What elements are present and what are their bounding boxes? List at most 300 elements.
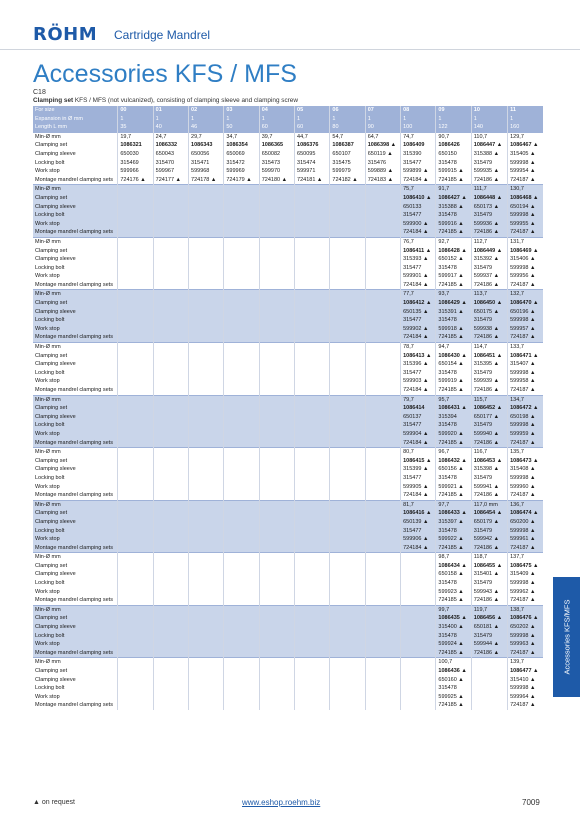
table-cell: 724185 ▲ bbox=[436, 281, 471, 290]
table-cell bbox=[401, 596, 436, 605]
row-label: Montage mandrel clamping sets bbox=[33, 333, 118, 342]
table-cell: 650173 ▲ bbox=[471, 203, 507, 212]
table-cell bbox=[295, 281, 330, 290]
table-cell: 599998 ▲ bbox=[508, 264, 543, 273]
table-cell bbox=[153, 264, 188, 273]
table-cell bbox=[330, 649, 365, 658]
table-row bbox=[33, 474, 543, 483]
table-cell bbox=[330, 632, 365, 641]
table-cell bbox=[224, 701, 259, 710]
table-cell: 1086477 ▲ bbox=[508, 667, 543, 676]
table-cell bbox=[118, 553, 153, 562]
table-cell bbox=[365, 632, 400, 641]
table-row bbox=[33, 439, 543, 448]
table-cell: 724187 ▲ bbox=[508, 596, 543, 605]
table-cell bbox=[189, 255, 224, 264]
table-cell bbox=[365, 281, 400, 290]
table-cell: 1086448 ▲ bbox=[471, 194, 507, 203]
table-cell bbox=[259, 518, 294, 527]
table-cell: 315477 bbox=[401, 211, 436, 220]
row-label: Min-Ø mm bbox=[33, 658, 118, 667]
table-cell bbox=[295, 421, 330, 430]
row-label: Montage mandrel clamping sets bbox=[33, 176, 118, 185]
table-cell bbox=[118, 544, 153, 553]
row-label: Clamping set bbox=[33, 457, 118, 466]
table-cell bbox=[365, 676, 400, 685]
table-cell: 315477 bbox=[401, 159, 436, 168]
table-cell bbox=[295, 500, 330, 509]
table-cell: 650150 bbox=[436, 150, 471, 159]
table-cell bbox=[224, 325, 259, 334]
table-cell bbox=[189, 404, 224, 413]
table-cell bbox=[295, 562, 330, 571]
table-cell bbox=[118, 570, 153, 579]
table-cell bbox=[365, 421, 400, 430]
table-cell bbox=[189, 701, 224, 710]
header-cell: 80 bbox=[330, 123, 365, 132]
table-cell bbox=[471, 676, 507, 685]
table-row bbox=[33, 448, 543, 457]
table-cell: 599899 ▲ bbox=[401, 167, 436, 176]
table-cell bbox=[365, 448, 400, 457]
table-cell bbox=[365, 360, 400, 369]
table-cell bbox=[153, 483, 188, 492]
row-label: Work stop bbox=[33, 483, 118, 492]
table-cell: 114,7 bbox=[471, 343, 507, 352]
row-label: Clamping sleeve bbox=[33, 150, 118, 159]
table-cell bbox=[153, 474, 188, 483]
table-cell bbox=[118, 684, 153, 693]
table-cell: 315405 ▲ bbox=[508, 150, 543, 159]
table-cell bbox=[189, 413, 224, 422]
table-cell bbox=[189, 605, 224, 614]
table-row bbox=[33, 562, 543, 571]
table-cell bbox=[259, 500, 294, 509]
table-cell: 315473 bbox=[259, 159, 294, 168]
table-row bbox=[33, 159, 543, 168]
table-cell bbox=[118, 386, 153, 395]
table-cell bbox=[224, 395, 259, 404]
table-cell: 315394 bbox=[436, 413, 471, 422]
table-cell bbox=[224, 316, 259, 325]
table-cell: 315479 bbox=[471, 579, 507, 588]
table-row bbox=[33, 579, 543, 588]
table-cell: 315477 bbox=[401, 369, 436, 378]
table-cell: 650179 ▲ bbox=[471, 518, 507, 527]
table-row bbox=[33, 203, 543, 212]
table-cell bbox=[224, 203, 259, 212]
table-cell: 315396 ▲ bbox=[401, 360, 436, 369]
row-label: Montage mandrel clamping sets bbox=[33, 491, 118, 500]
table-cell bbox=[153, 281, 188, 290]
table-cell: 315477 bbox=[401, 474, 436, 483]
table-cell bbox=[118, 693, 153, 702]
table-cell bbox=[365, 640, 400, 649]
table-cell bbox=[330, 605, 365, 614]
table-cell bbox=[295, 676, 330, 685]
table-cell: 315392 ▲ bbox=[471, 255, 507, 264]
table-cell bbox=[295, 308, 330, 317]
table-cell bbox=[259, 343, 294, 352]
table-cell: 599964 ▲ bbox=[508, 693, 543, 702]
table-cell bbox=[189, 623, 224, 632]
row-label: Locking bolt bbox=[33, 316, 118, 325]
table-cell: 724184 ▲ bbox=[401, 281, 436, 290]
table-cell: 1086432 ▲ bbox=[436, 457, 471, 466]
table-cell bbox=[295, 649, 330, 658]
table-cell bbox=[118, 185, 153, 194]
table-cell: 650119 ▲ bbox=[365, 150, 400, 159]
table-cell bbox=[118, 255, 153, 264]
table-cell bbox=[330, 684, 365, 693]
table-cell bbox=[365, 237, 400, 246]
table-cell bbox=[153, 316, 188, 325]
table-row bbox=[33, 457, 543, 466]
table-cell bbox=[153, 570, 188, 579]
table-cell bbox=[330, 614, 365, 623]
table-cell bbox=[118, 439, 153, 448]
row-label: Min-Ø mm bbox=[33, 500, 118, 509]
table-cell: 137,7 bbox=[508, 553, 543, 562]
header-cell: 02 bbox=[189, 106, 224, 115]
table-cell bbox=[330, 544, 365, 553]
row-label: Clamping set bbox=[33, 247, 118, 256]
table-cell bbox=[295, 588, 330, 597]
table-cell bbox=[365, 500, 400, 509]
table-cell bbox=[224, 491, 259, 500]
table-cell bbox=[118, 308, 153, 317]
table-cell bbox=[259, 667, 294, 676]
table-cell: 315472 bbox=[224, 159, 259, 168]
table-cell: 724187 ▲ bbox=[508, 386, 543, 395]
table-cell bbox=[224, 369, 259, 378]
table-cell: 599998 ▲ bbox=[508, 684, 543, 693]
table-cell: 130,7 bbox=[508, 185, 543, 194]
table-cell: 599998 ▲ bbox=[508, 211, 543, 220]
table-row bbox=[33, 360, 543, 369]
table-cell: 1086435 ▲ bbox=[436, 614, 471, 623]
table-cell: 92,7 bbox=[436, 237, 471, 246]
table-row bbox=[33, 141, 543, 150]
row-label: Clamping sleeve bbox=[33, 203, 118, 212]
row-label: Work stop bbox=[33, 167, 118, 176]
table-cell bbox=[295, 255, 330, 264]
table-cell: 1086456 ▲ bbox=[471, 614, 507, 623]
table-cell bbox=[259, 588, 294, 597]
table-cell bbox=[189, 377, 224, 386]
table-cell: 650202 ▲ bbox=[508, 623, 543, 632]
table-cell bbox=[189, 483, 224, 492]
table-cell bbox=[153, 255, 188, 264]
table-cell: 97,7 bbox=[436, 500, 471, 509]
table-row bbox=[33, 395, 543, 404]
table-cell: 599938 ▲ bbox=[471, 325, 507, 334]
table-cell: 599957 ▲ bbox=[508, 325, 543, 334]
table-cell bbox=[259, 281, 294, 290]
table-cell bbox=[224, 483, 259, 492]
table-cell: 1086470 ▲ bbox=[508, 299, 543, 308]
table-cell bbox=[189, 299, 224, 308]
table-cell bbox=[330, 290, 365, 299]
table-cell bbox=[189, 684, 224, 693]
table-cell bbox=[365, 579, 400, 588]
table-cell: 599966 bbox=[118, 167, 153, 176]
table-cell: 724186 ▲ bbox=[471, 439, 507, 448]
table-cell bbox=[295, 333, 330, 342]
table-cell: 77,7 bbox=[401, 290, 436, 299]
table-cell bbox=[295, 535, 330, 544]
table-row bbox=[33, 658, 543, 667]
table-cell bbox=[189, 325, 224, 334]
table-cell bbox=[224, 343, 259, 352]
table-cell bbox=[153, 588, 188, 597]
table-cell: 724185 ▲ bbox=[436, 176, 471, 185]
table-cell bbox=[295, 247, 330, 256]
table-cell bbox=[295, 395, 330, 404]
table-cell bbox=[259, 509, 294, 518]
table-cell bbox=[224, 632, 259, 641]
table-cell: 599922 ▲ bbox=[436, 535, 471, 544]
table-cell bbox=[118, 605, 153, 614]
table-cell bbox=[118, 676, 153, 685]
table-cell bbox=[365, 325, 400, 334]
table-cell bbox=[365, 623, 400, 632]
table-cell bbox=[118, 658, 153, 667]
table-cell: 315479 bbox=[471, 264, 507, 273]
table-cell: 1086449 ▲ bbox=[471, 247, 507, 256]
table-cell bbox=[401, 562, 436, 571]
table-cell bbox=[224, 623, 259, 632]
table-cell bbox=[365, 457, 400, 466]
table-cell bbox=[365, 535, 400, 544]
header-label: Length L mm bbox=[33, 123, 118, 132]
table-cell: 1086467 ▲ bbox=[508, 141, 543, 150]
table-cell: 1086411 ▲ bbox=[401, 247, 436, 256]
table-cell bbox=[365, 491, 400, 500]
table-row bbox=[33, 676, 543, 685]
table-cell bbox=[259, 290, 294, 299]
header-cell: 46 bbox=[189, 123, 224, 132]
table-cell bbox=[118, 413, 153, 422]
table-cell: 650152 ▲ bbox=[436, 255, 471, 264]
table-cell: 1086471 ▲ bbox=[508, 352, 543, 361]
row-label: Min-Ø mm bbox=[33, 132, 118, 141]
table-cell bbox=[224, 228, 259, 237]
table-cell: 1086332 bbox=[153, 141, 188, 150]
table-cell bbox=[330, 377, 365, 386]
table-cell bbox=[189, 448, 224, 457]
table-cell bbox=[153, 535, 188, 544]
table-cell bbox=[189, 535, 224, 544]
table-cell bbox=[224, 553, 259, 562]
table-row bbox=[33, 413, 543, 422]
table-cell: 99,7 bbox=[436, 605, 471, 614]
table-cell bbox=[189, 439, 224, 448]
table-cell bbox=[259, 684, 294, 693]
footer-note: ▲ on request bbox=[33, 799, 75, 806]
table-cell bbox=[295, 509, 330, 518]
table-cell bbox=[259, 439, 294, 448]
table-cell: 724186 ▲ bbox=[471, 176, 507, 185]
table-cell bbox=[330, 518, 365, 527]
row-label: Montage mandrel clamping sets bbox=[33, 386, 118, 395]
table-cell: 133,7 bbox=[508, 343, 543, 352]
table-row bbox=[33, 632, 543, 641]
table-cell: 74,7 bbox=[401, 132, 436, 141]
table-cell: 94,7 bbox=[436, 343, 471, 352]
table-cell: 96,7 bbox=[436, 448, 471, 457]
table-cell bbox=[330, 369, 365, 378]
table-cell bbox=[365, 544, 400, 553]
table-cell bbox=[153, 272, 188, 281]
table-cell bbox=[330, 264, 365, 273]
table-cell: 599940 ▲ bbox=[471, 430, 507, 439]
table-cell bbox=[365, 439, 400, 448]
table-cell bbox=[471, 684, 507, 693]
table-row bbox=[33, 255, 543, 264]
footer-link[interactable]: www.eshop.roehm.biz bbox=[242, 798, 321, 807]
table-cell bbox=[330, 693, 365, 702]
table-cell bbox=[189, 386, 224, 395]
table-cell bbox=[259, 544, 294, 553]
table-cell bbox=[259, 614, 294, 623]
table-row bbox=[33, 237, 543, 246]
table-cell bbox=[365, 596, 400, 605]
row-label: Work stop bbox=[33, 640, 118, 649]
table-cell: 39,7 bbox=[259, 132, 294, 141]
table-cell bbox=[365, 211, 400, 220]
table-cell bbox=[118, 395, 153, 404]
table-cell bbox=[295, 343, 330, 352]
header-cell: 35 bbox=[118, 123, 153, 132]
table-cell: 650158 ▲ bbox=[436, 570, 471, 579]
table-cell: 115,7 bbox=[471, 395, 507, 404]
table-cell bbox=[153, 421, 188, 430]
table-cell bbox=[295, 413, 330, 422]
table-cell bbox=[118, 623, 153, 632]
table-cell bbox=[118, 316, 153, 325]
table-cell: 1086431 ▲ bbox=[436, 404, 471, 413]
table-row bbox=[33, 693, 543, 702]
table-cell bbox=[330, 448, 365, 457]
table-cell bbox=[224, 377, 259, 386]
table-cell bbox=[189, 430, 224, 439]
table-cell: 599998 ▲ bbox=[508, 421, 543, 430]
table-cell bbox=[224, 333, 259, 342]
table-cell bbox=[153, 605, 188, 614]
table-row bbox=[33, 333, 543, 342]
table-cell bbox=[189, 421, 224, 430]
table-cell bbox=[153, 343, 188, 352]
table-cell bbox=[295, 693, 330, 702]
table-cell: 724187 ▲ bbox=[508, 544, 543, 553]
table-cell bbox=[295, 352, 330, 361]
row-label: Work stop bbox=[33, 430, 118, 439]
table-cell: 599963 ▲ bbox=[508, 640, 543, 649]
table-cell bbox=[401, 667, 436, 676]
table-cell: 315469 bbox=[118, 159, 153, 168]
table-cell bbox=[365, 693, 400, 702]
table-cell bbox=[295, 527, 330, 536]
table-cell bbox=[189, 228, 224, 237]
table-cell bbox=[259, 640, 294, 649]
table-cell: 315479 bbox=[471, 159, 507, 168]
table-cell: 724184 ▲ bbox=[401, 176, 436, 185]
table-row bbox=[33, 211, 543, 220]
row-label: Min-Ø mm bbox=[33, 553, 118, 562]
table-cell bbox=[224, 596, 259, 605]
side-tab[interactable] bbox=[553, 577, 580, 697]
table-cell: 315478 bbox=[436, 159, 471, 168]
row-label: Montage mandrel clamping sets bbox=[33, 544, 118, 553]
table-cell: 724185 ▲ bbox=[436, 439, 471, 448]
table-cell bbox=[330, 562, 365, 571]
header-cell: 05 bbox=[295, 106, 330, 115]
table-row bbox=[33, 614, 543, 623]
table-cell bbox=[118, 457, 153, 466]
table-cell bbox=[224, 658, 259, 667]
table-cell bbox=[259, 701, 294, 710]
table-cell bbox=[401, 588, 436, 597]
table-cell bbox=[224, 352, 259, 361]
table-cell bbox=[153, 553, 188, 562]
table-cell bbox=[153, 640, 188, 649]
table-cell bbox=[153, 386, 188, 395]
table-cell bbox=[330, 413, 365, 422]
table-cell bbox=[330, 203, 365, 212]
table-cell: 1086387 bbox=[330, 141, 365, 150]
table-cell bbox=[189, 465, 224, 474]
table-cell bbox=[153, 676, 188, 685]
table-cell bbox=[224, 360, 259, 369]
row-label: Clamping set bbox=[33, 194, 118, 203]
table-cell bbox=[224, 693, 259, 702]
table-cell: 1086473 ▲ bbox=[508, 457, 543, 466]
row-label: Locking bolt bbox=[33, 421, 118, 430]
table-cell bbox=[224, 562, 259, 571]
table-cell bbox=[330, 185, 365, 194]
table-cell bbox=[189, 667, 224, 676]
table-cell bbox=[224, 430, 259, 439]
table-cell: 315474 bbox=[295, 159, 330, 168]
table-cell: 599920 ▲ bbox=[436, 430, 471, 439]
header-cell: 50 bbox=[224, 123, 259, 132]
table-cell: 724187 ▲ bbox=[508, 439, 543, 448]
table-cell bbox=[330, 623, 365, 632]
table-cell bbox=[471, 667, 507, 676]
row-label: Clamping sleeve bbox=[33, 308, 118, 317]
table-cell: 129,7 bbox=[508, 132, 543, 141]
table-cell bbox=[259, 457, 294, 466]
table-cell bbox=[365, 264, 400, 273]
table-cell: 1086428 ▲ bbox=[436, 247, 471, 256]
table-cell bbox=[259, 676, 294, 685]
header-cell: 06 bbox=[330, 106, 365, 115]
table-cell: 117,0 mm bbox=[471, 500, 507, 509]
row-label: Montage mandrel clamping sets bbox=[33, 596, 118, 605]
table-cell bbox=[330, 308, 365, 317]
table-cell bbox=[118, 360, 153, 369]
table-cell bbox=[259, 605, 294, 614]
table-cell: 134,7 bbox=[508, 395, 543, 404]
table-cell: 315471 bbox=[189, 159, 224, 168]
table-cell bbox=[259, 632, 294, 641]
table-cell: 315479 bbox=[471, 474, 507, 483]
table-cell bbox=[330, 333, 365, 342]
table-cell bbox=[259, 448, 294, 457]
table-cell bbox=[471, 658, 507, 667]
table-cell bbox=[365, 430, 400, 439]
